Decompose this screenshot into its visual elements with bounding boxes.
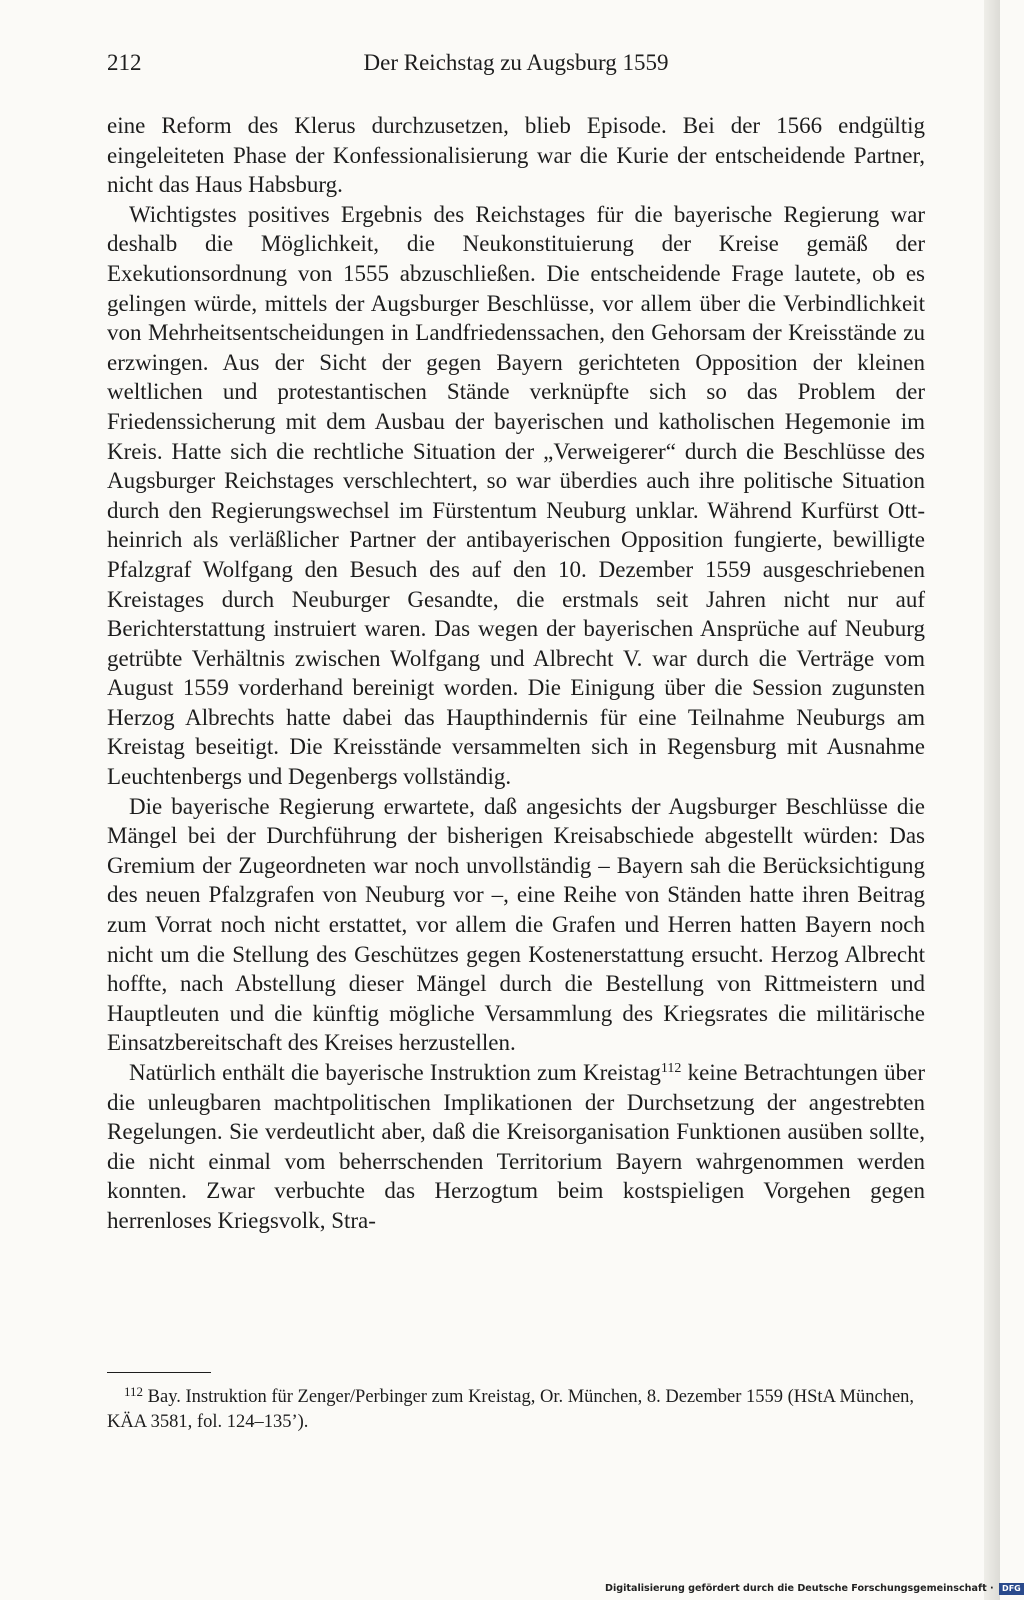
page-edge-shadow [984, 0, 1000, 1600]
paragraph-4-start: Natürlich enthält die bayerische Instruktion zum Kreistag [129, 1060, 661, 1085]
body-text [107, 111, 925, 1236]
paragraph-4 [107, 1058, 925, 1236]
dfg-logo: DFG [999, 1583, 1024, 1595]
digitization-credit [605, 1583, 1021, 1597]
paragraph-1: eine Reform des Klerus durchzusetzen, blieb Episode. Bei der 1566 endgültig eingeleiteten Phase der Konfessionalisierung war die Kurie der entscheidende Partner, nicht das Haus Habsburg. [107, 113, 925, 198]
paragraph-4-rest: keine Betrachtungen über die unleugbaren machtpolitischen Implikationen der Durchsetzung der angestrebten Regelungen. Sie verdeutlicht aber, daß die Kreisorganisation Funktionen ausüben sollte, die nicht einmal vom beherrschenden Territorium Bayern wahrgenommen werden konnten. Zwar verbuchte das Herzogtum beim kostspieligen Vorgehen gegen herrenloses Kriegsvolk, Stra- [107, 1060, 925, 1233]
footnote-112 [107, 1385, 925, 1435]
paragraph-3: Die bayerische Regierung erwartete, daß angesichts der Augsburger Beschlüsse die Mängel bei der Durchführung der bisherigen Kreisabschiede abgestellt würden: Das Gremium der Zugeordneten war noch unvollständig – Bayern sah die Berücksichtigung des neuen Pfalzgrafen von Neuburg vor –, eine Reihe von Ständen hatte ihren Beitrag zum Vorrat noch nicht erstattet, vor allem die Grafen und Herren hatten Bayern noch nicht um die Stellung des Geschützes gegen Kostenerstattung ersucht. Herzog Albrecht hoffte, nach Abstellung dieser Mängel durch die Bestellung von Rittmeistern und Hauptleuten und die künftig mögliche Versammlung des Kriegsrates die militärische Einsatzbereitschaft des Kreises herzustellen. [107, 793, 925, 1056]
footnote-reference[interactable]: 112 [660, 1061, 682, 1076]
footnote-number: 112 [124, 1384, 144, 1399]
footnote-separator [107, 1372, 211, 1373]
footnote-text: Bay. Instruktion für Zenger/Perbinger zum Kreistag, Or. München, 8. Dezember 1559 (HStA München, KÄA 3581, fol. 124–135’). [107, 1387, 915, 1432]
running-title: Der Reichstag zu Augsburg 1559 [363, 50, 669, 75]
page-number: 212 [107, 50, 142, 75]
running-header [107, 50, 925, 84]
paragraph-2: Wichtigstes positives Ergebnis des Reichstages für die bayerische Regierung war deshalb die Möglichkeit, die Neukonstituierung der Kreise gemäß der Exekutionsordnung von 1555 abzuschließen. Die entscheidende Frage lautete, ob es gelingen würde, mittels der Augsburger Beschlüsse, vor allem über die Verbindlichkeit von Mehrheitsentscheidungen in Landfriedenssachen, den Gehorsam der Kreisstände zu erzwingen. Aus der Sicht der gegen Bayern gerichteten Opposition der kleinen weltlichen und protestantischen Stände verknüpfte sich so das Problem der Friedenssicherung mit dem Ausbau der bayerischen und katholischen Hegemonie im Kreis. Hatte sich die rechtliche Situation der „Verweigerer“ durch die Beschlüsse des Augsburger Reichstages verschlechtert, so war überdies auch ihre politische Situation durch den Regierungswechsel im Fürstentum Neuburg unklar. Während Kurfürst Ottheinrich als verläßlicher Partner der antibayerischen Opposition fungierte, bewilligte Pfalzgraf Wolfgang den Besuch des auf den 10. Dezember 1559 ausgeschriebenen Kreistages durch Neuburger Gesandte, die erstmals seit Jahren nicht nur auf Berichterstattung instruiert waren. Das wegen der bayerischen Ansprüche auf Neuburg getrübte Verhältnis zwischen Wolfgang und Albrecht V. war durch die Verträge vom August 1559 vorderhand bereinigt worden. Die Einigung über die Session zugunsten Herzog Albrechts hatte dabei das Haupthindernis für eine Teilnahme Neuburgs am Kreistag beseitigt. Die Kreisstände versammelten sich in Regensburg mit Ausnahme Leuchtenbergs und Degenbergs vollständig. [107, 201, 925, 790]
credit-text: Digitalisierung gefördert durch die Deutsche Forschungsgemeinschaft · [605, 1583, 994, 1594]
